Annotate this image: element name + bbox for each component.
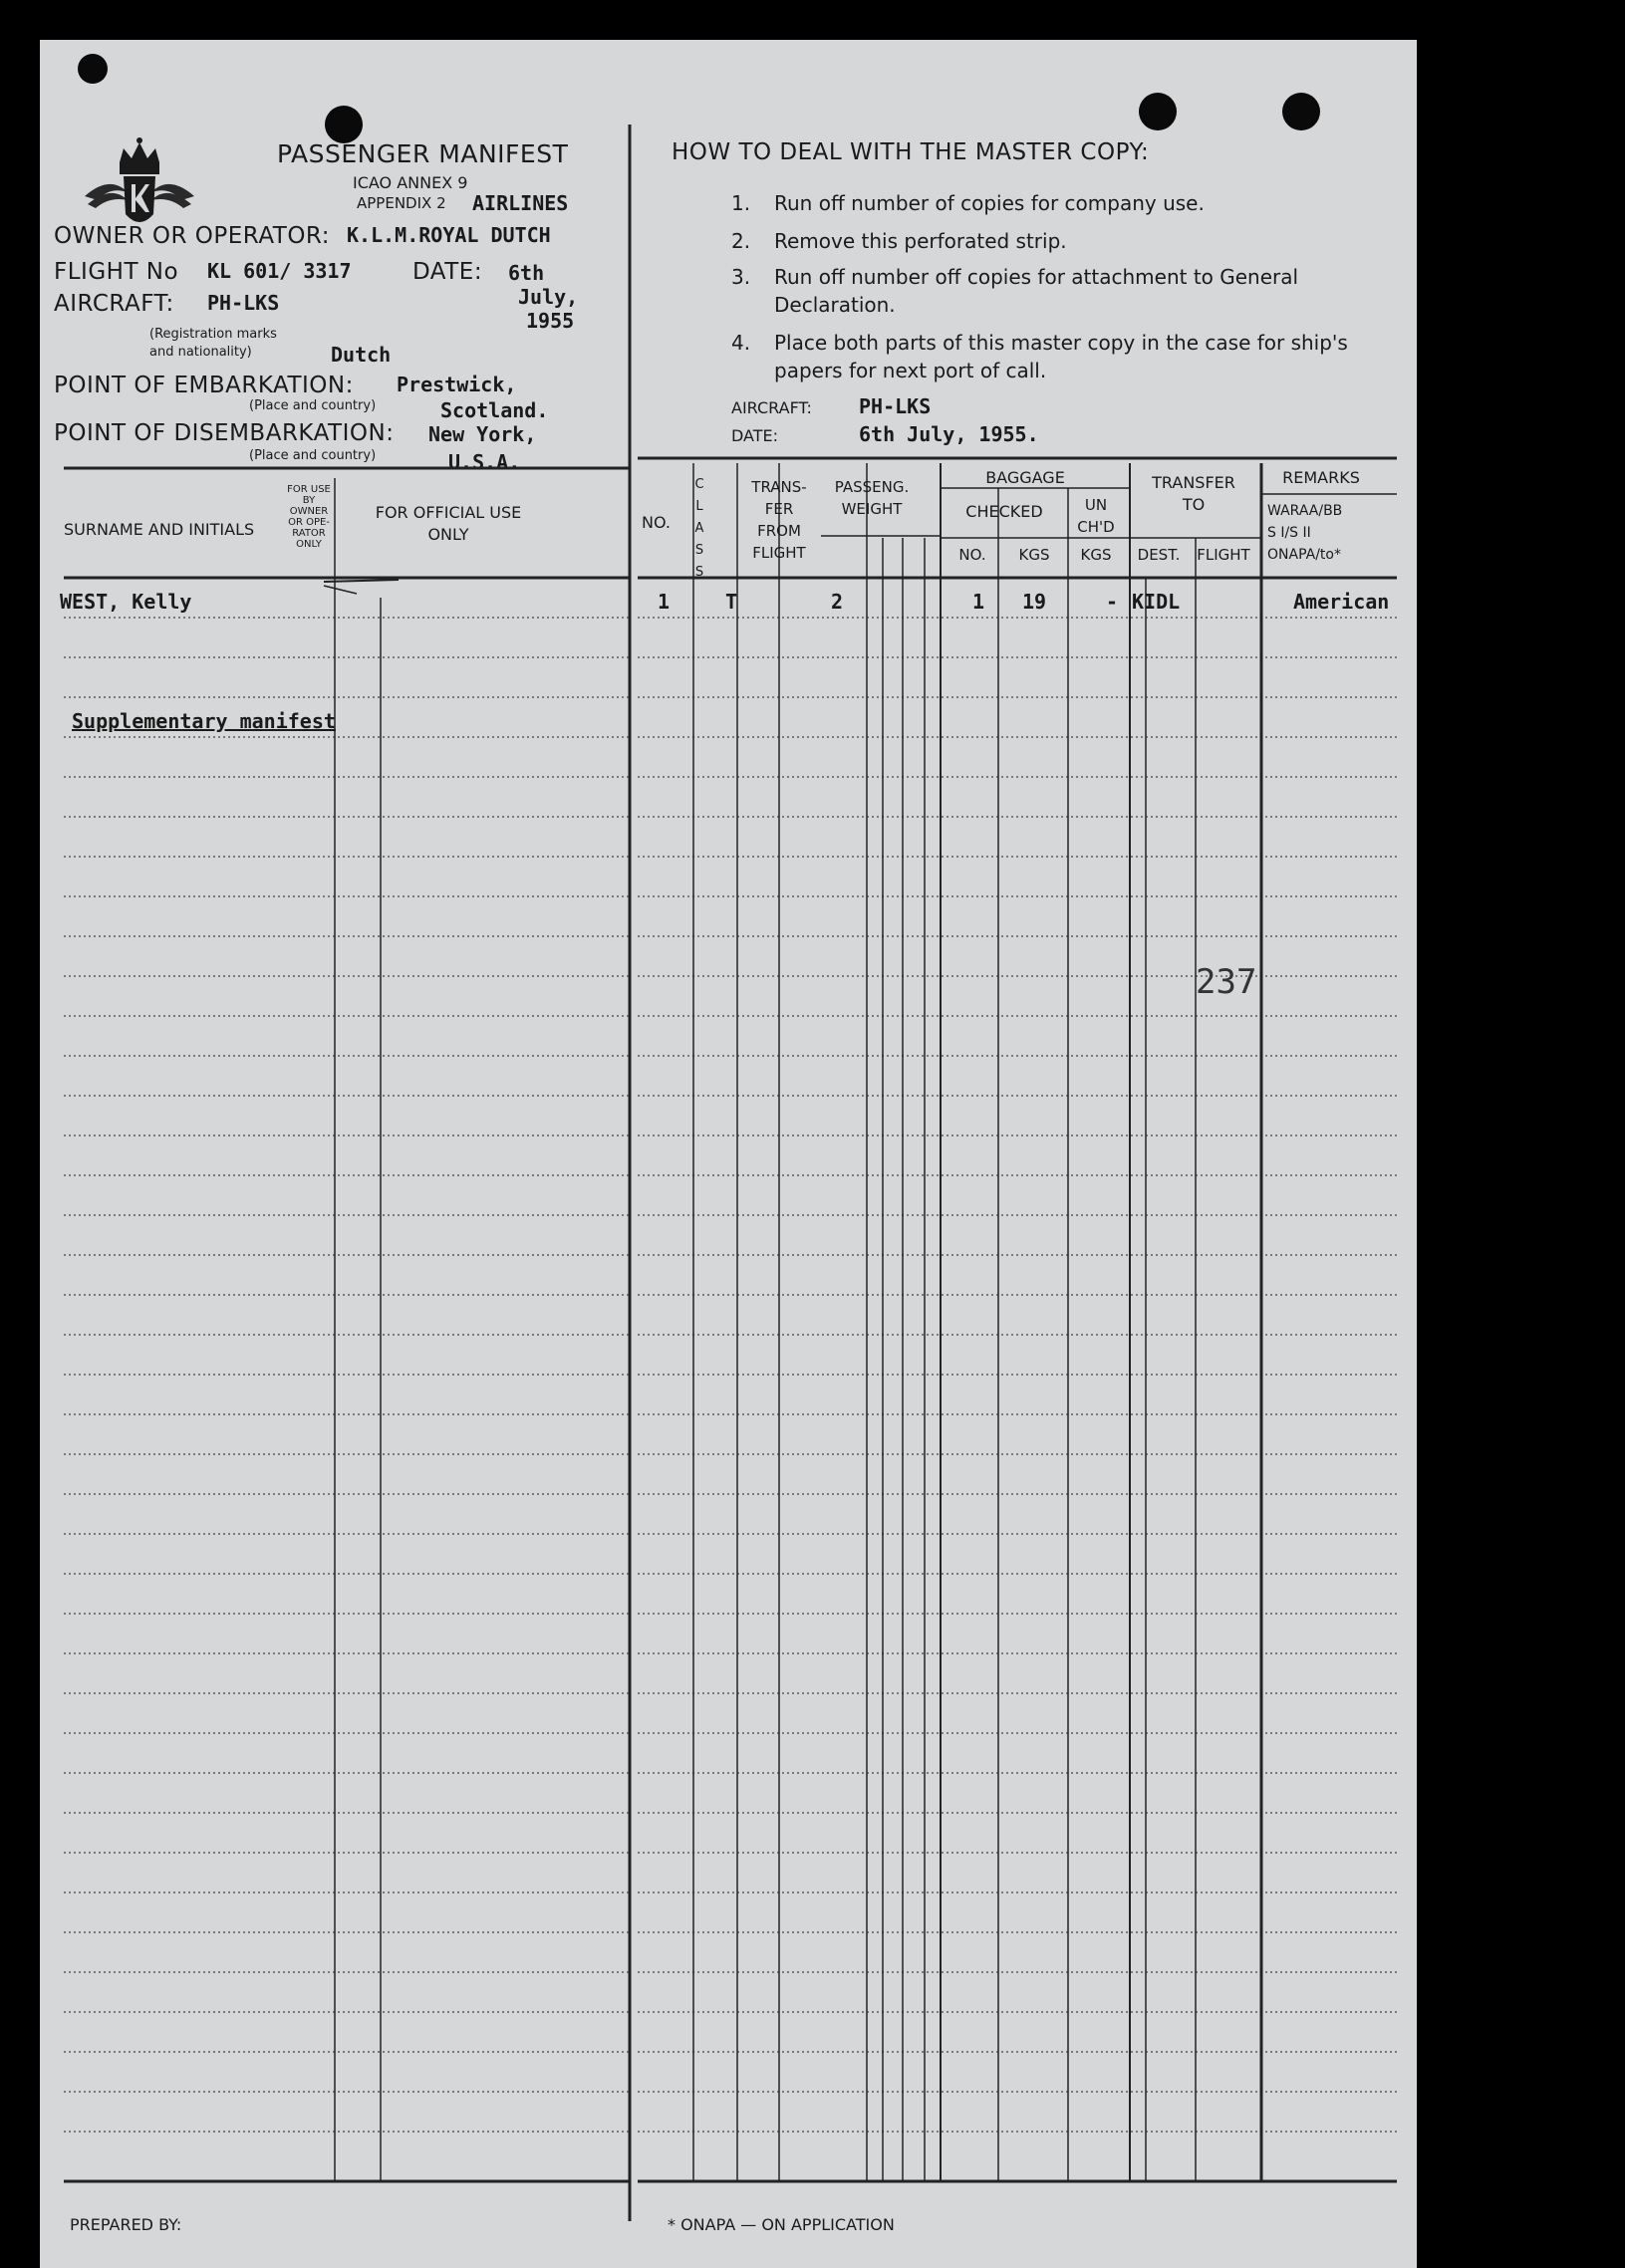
owner-label: OWNER OR OPERATOR:	[54, 223, 330, 249]
col-for-use-line: OR OPE-	[288, 517, 330, 528]
col-for-use	[279, 484, 339, 550]
unchecked-kgs: -	[1106, 590, 1119, 614]
disembarkation-note: (Place and country)	[249, 448, 377, 463]
col-class-letter: L	[695, 499, 703, 514]
col-surname: SURNAME AND INITIALS	[64, 520, 255, 539]
col-for-use-line: RATOR	[292, 528, 326, 539]
col-for-use-line: OWNER	[289, 506, 329, 517]
baggage-count: 1	[972, 590, 985, 614]
col-checked: CHECKED	[965, 502, 1043, 521]
instructions-title: HOW TO DEAL WITH THE MASTER COPY:	[672, 139, 1150, 165]
col-remarks: REMARKS	[1282, 468, 1360, 487]
col-flight: FLIGHT	[1197, 546, 1250, 564]
col-transfer-from-line: FLIGHT	[752, 544, 806, 562]
col-remarks-codes	[1267, 500, 1342, 566]
copy-aircraft-value: PH-LKS	[859, 394, 932, 418]
instruction-num: 1.	[731, 191, 751, 215]
col-for-use-line: ONLY	[296, 539, 322, 550]
copy-aircraft-label: AIRCRAFT:	[731, 398, 812, 417]
col-unchecked	[1066, 494, 1126, 538]
col-passenger-weight	[821, 476, 923, 520]
col-unchd-line: CH'D	[1077, 518, 1115, 536]
instruction-num: 4.	[731, 331, 751, 355]
col-bag-no: NO.	[958, 546, 986, 564]
instruction-text: Declaration.	[774, 293, 896, 317]
col-unchd-kgs: KGS	[1080, 546, 1112, 564]
manifest-title: PASSENGER MANIFEST	[277, 139, 569, 168]
instruction-text: Run off number off copies for attachment to General	[774, 265, 1299, 289]
instruction-num: 3.	[731, 265, 751, 289]
icao-annex-label: ICAO ANNEX 9	[353, 173, 468, 192]
col-transfer-from	[739, 476, 819, 564]
passenger-surname: WEST, Kelly	[60, 590, 192, 614]
passenger-no: 1	[658, 590, 671, 614]
date-label: DATE:	[412, 259, 483, 285]
baggage-kgs: 19	[1022, 590, 1047, 614]
col-official-use	[359, 502, 538, 546]
col-unchd-line: UN	[1084, 496, 1108, 514]
col-transfer-from-line: TRANS-	[751, 478, 807, 496]
col-transfer-from-line: FER	[764, 500, 794, 518]
embarkation-label: POINT OF EMBARKATION:	[54, 373, 354, 398]
col-remarks-line: S I/S II	[1267, 525, 1311, 541]
col-baggage: BAGGAGE	[985, 468, 1065, 487]
pen-mark	[324, 586, 357, 594]
instruction-text: papers for next port of call.	[774, 359, 1047, 382]
date-value-day: 6th	[508, 261, 545, 285]
col-passeng-line: WEIGHT	[841, 500, 903, 518]
col-class-letter: S	[694, 565, 704, 580]
col-class-letter: C	[694, 477, 704, 492]
passenger-weight: 2	[831, 590, 844, 614]
instruction-text: Place both parts of this master copy in the case for ship's	[774, 331, 1348, 355]
prepared-by-label: PREPARED BY:	[70, 2215, 182, 2234]
aircraft-value: PH-LKS	[207, 291, 280, 315]
copy-date-label: DATE:	[731, 426, 779, 445]
col-transfer-to	[1130, 472, 1257, 516]
col-transfer-to-line: TRANSFER	[1152, 473, 1235, 492]
airlines-value: AIRLINES	[472, 191, 569, 215]
flight-value: KL 601/ 3317	[207, 259, 352, 283]
passenger-remarks: American	[1293, 590, 1390, 614]
col-passeng-line: PASSENG.	[834, 478, 910, 496]
embarkation-value: Prestwick,	[397, 373, 517, 396]
date-value-month: July,	[518, 285, 579, 309]
instruction-num: 2.	[731, 229, 751, 253]
supplementary-manifest-note: Supplementary manifest	[72, 709, 336, 733]
col-class	[687, 474, 711, 584]
page-number: 237	[1196, 962, 1257, 1002]
col-for-use-line: BY	[302, 495, 316, 506]
date-value-year: 1955	[526, 309, 575, 333]
copy-date-value: 6th July, 1955.	[859, 422, 1039, 446]
col-remarks-line: ONAPA/to*	[1267, 547, 1341, 563]
appendix-label: APPENDIX 2	[357, 194, 446, 212]
col-transfer-from-line: FROM	[757, 522, 801, 540]
col-official-line: FOR OFFICIAL USE	[375, 503, 522, 522]
col-remarks-line: WARAA/BB	[1267, 503, 1343, 519]
manifest-sheet	[40, 40, 1417, 2268]
col-bag-kgs: KGS	[1018, 546, 1050, 564]
disembarkation-value: New York,	[428, 422, 537, 446]
col-no: NO.	[642, 513, 671, 532]
embarkation-country: Scotland.	[440, 398, 549, 422]
transfer-dest: KIDL	[1132, 590, 1181, 614]
col-class-letter: A	[694, 521, 704, 536]
flight-label: FLIGHT No	[54, 259, 179, 285]
disembarkation-label: POINT OF DISEMBARKATION:	[54, 420, 395, 446]
aircraft-label: AIRCRAFT:	[54, 291, 174, 317]
registration-note-1: (Registration marks	[149, 327, 277, 342]
col-for-use-line: FOR USE	[287, 484, 331, 495]
registration-note-2: and nationality)	[149, 345, 252, 360]
col-official-line: ONLY	[427, 525, 469, 544]
nationality-value: Dutch	[331, 343, 392, 367]
onapa-footnote: * ONAPA — ON APPLICATION	[668, 2215, 895, 2234]
instruction-text: Remove this perforated strip.	[774, 229, 1067, 253]
owner-value: K.L.M.ROYAL DUTCH	[347, 223, 551, 247]
passenger-class: T	[725, 590, 738, 614]
col-dest: DEST.	[1137, 546, 1181, 564]
embarkation-note: (Place and country)	[249, 398, 377, 413]
instruction-text: Run off number of copies for company use.	[774, 191, 1205, 215]
table-grid	[40, 40, 1417, 2268]
disembarkation-country: U.S.A.	[448, 450, 521, 474]
col-class-letter: S	[694, 543, 704, 558]
col-transfer-to-line: TO	[1182, 495, 1206, 514]
